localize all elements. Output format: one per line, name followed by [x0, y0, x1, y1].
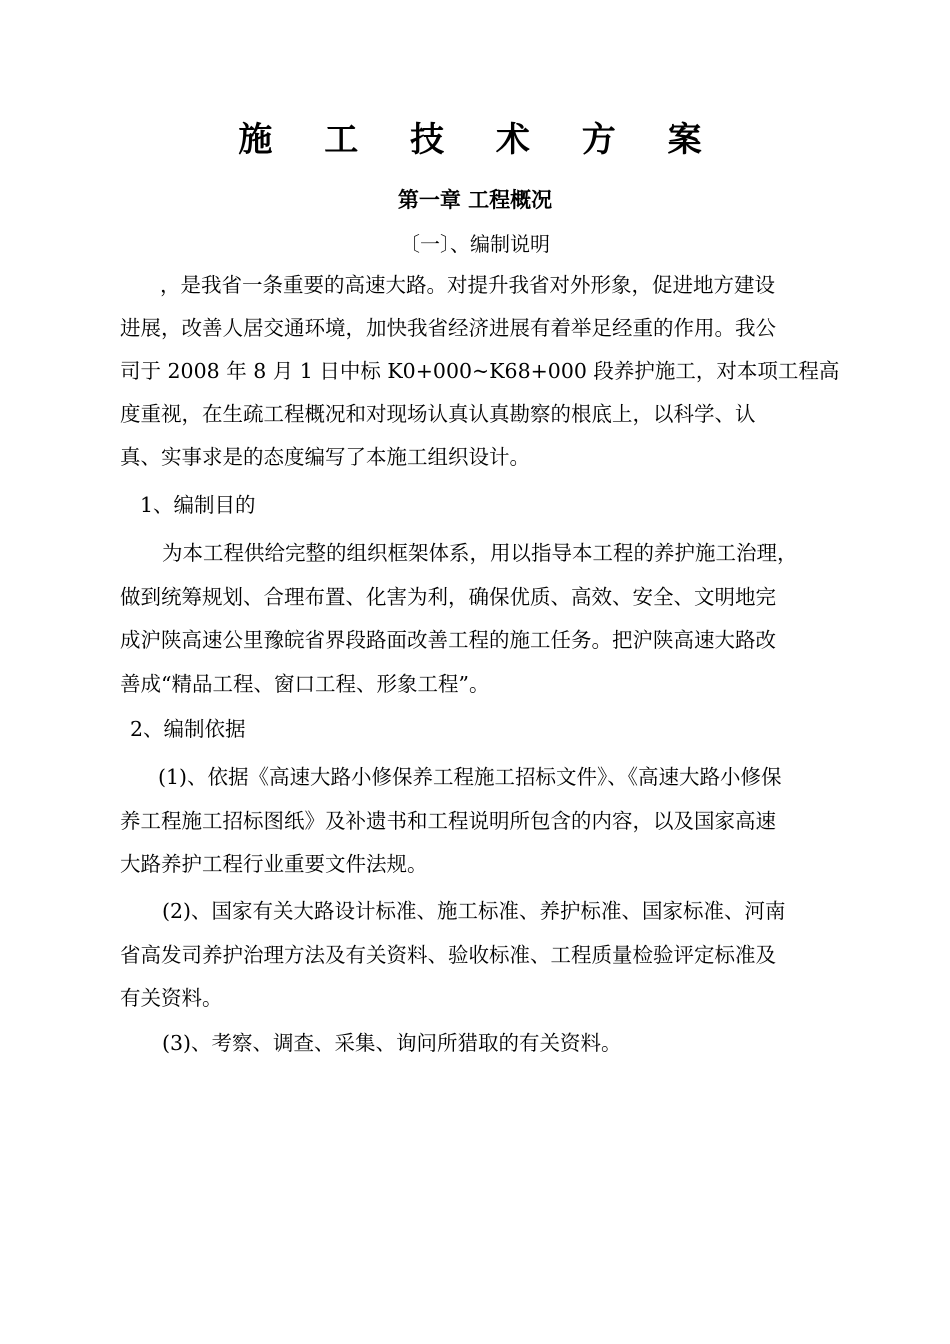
- basis-3-line: (3)、考察、调查、采集、询问所猎取的有关资料。: [162, 1031, 622, 1055]
- intro-line: 度重视，在生疏工程概况和对现场认真认真勘察的根底上，以科学、认: [120, 402, 756, 426]
- intro-line: ，是我省一条重要的高速大路。对提升我省对外形象，促进地方建设: [160, 273, 775, 297]
- intro-line: 真、实事求是的态度编写了本施工组织设计。: [120, 445, 530, 469]
- subheading-purpose: 1、编制目的: [140, 493, 256, 517]
- basis-1-line: 大路养护工程行业重要文件法规。: [120, 852, 428, 876]
- purpose-line: 成沪陕高速公里豫皖省界段路面改善工程的施工任务。把沪陕高速大路改: [120, 628, 776, 652]
- intro-line: 进展，改善人居交通环境，加快我省经济进展有着举足经重的作用。我公: [120, 316, 776, 340]
- chapter-heading: 第一章 工程概况: [397, 188, 553, 212]
- document-title: 施 工 技 术 方 案: [238, 120, 722, 160]
- purpose-line: 善成“精品工程、窗口工程、形象工程”。: [120, 672, 490, 696]
- basis-2-line: 有关资料。: [120, 986, 223, 1010]
- purpose-line: 为本工程供给完整的组织框架体系，用以指导本工程的养护施工治理，: [162, 541, 798, 565]
- purpose-line: 做到统筹规划、合理布置、化害为利，确保优质、高效、安全、文明地完: [120, 585, 776, 609]
- basis-1-line: 养工程施工招标图纸》及补遗书和工程说明所包含的内容，以及国家高速: [120, 809, 776, 833]
- basis-2-line: 省高发司养护治理方法及有关资料、验收标准、工程质量检验评定标准及: [120, 943, 776, 967]
- intro-line: 司于 2008 年 8 月 1 日中标 K0+000~K68+000 段养护施工，对本项工程高: [120, 359, 840, 383]
- subheading-basis: 2、编制依据: [130, 717, 246, 741]
- basis-2-line: (2)、国家有关大路设计标准、施工标准、养护标准、国家标准、河南: [162, 899, 786, 923]
- basis-1-line: (1)、依据《高速大路小修保养工程施工招标文件》、《高速大路小修保: [158, 765, 782, 789]
- section-heading: 〔一〕、编制说明: [400, 232, 550, 256]
